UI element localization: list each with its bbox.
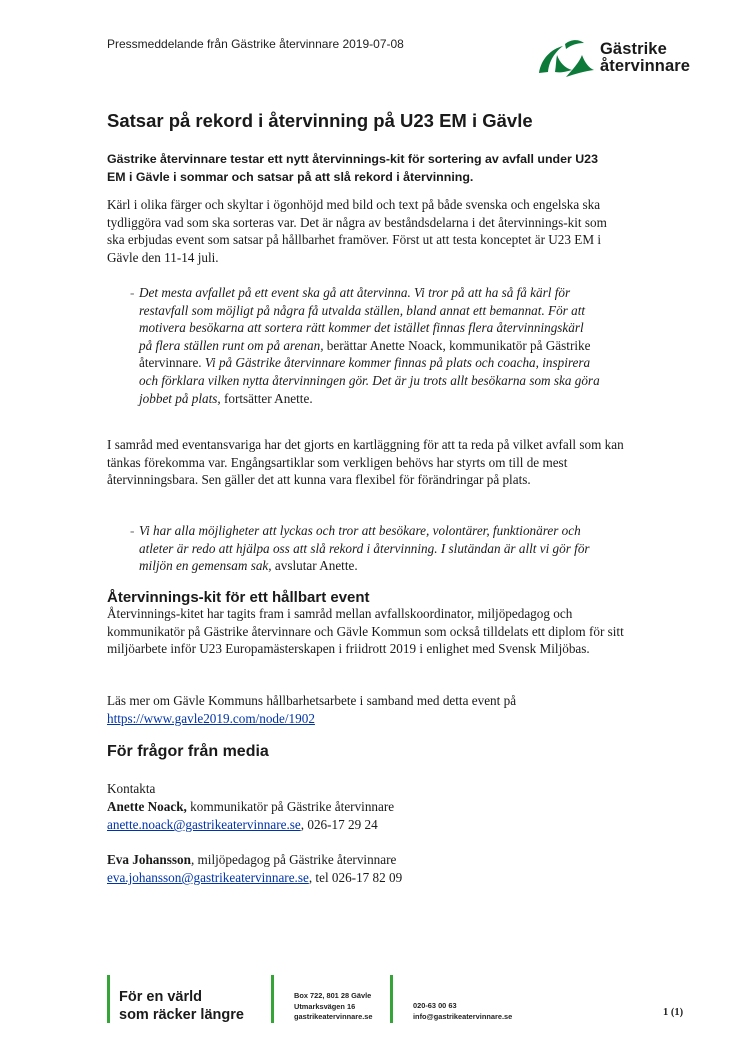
quote-dash: - [130,523,135,538]
quote-block-2 [130,522,600,575]
page-title: Satsar på rekord i återvinning på U23 EM i Gävle [107,110,533,131]
press-release-header: Pressmeddelande från Gästrike återvinnare 2019-07-08 [107,37,404,51]
body-paragraph-1: Kärl i olika färger och skyltar i ögonhöjd med bild och text på både svenska och engelska ska tydliggöra vad som ska sorteras var. Det är några av beståndsdelarna i det återvinnings-kit som ska erbjudas event som satsar på hållbarhet framöver. Först ut att testa konceptet är U23 EM i Gävle den 11-14 juli. [107,197,607,265]
page-footer [0,975,746,1025]
quote-block-1 [130,284,600,407]
quote-dash: - [130,285,135,300]
section-heading-kit: Återvinnings-kit för ett hållbart event [107,589,370,606]
footer-website: gastrikeatervinnare.se [294,1012,373,1021]
quote-attribution: berättar Anette Noack, kommunikatör på Gästrike återvinnare. [139,337,591,371]
footer-contact [413,1001,512,1022]
footer-address-line-1: Box 722, 801 28 Gävle [294,991,372,1000]
read-more-text [107,692,627,727]
media-heading: För frågor från media [107,743,269,760]
contact-1-details [107,816,378,834]
logo-line-1: Gästrike [600,40,667,58]
footer-address-line-2: Utmarksvägen 16 [294,1001,356,1011]
contact-1 [107,798,394,816]
quote-attribution: , fortsätter Anette. [217,390,313,406]
contact-2 [107,851,396,869]
contact-2-name: Eva Johansson [107,852,191,867]
slogan-line-2: som räcker längre [119,1007,244,1023]
footer-divider [107,975,110,1023]
contact-2-role: , miljöpedagog på Gästrike återvinnare [190,852,397,867]
contact-1-email-link[interactable]: anette.noack@gastrikeatervinnare.se [107,817,301,832]
page-number: 1 (1) [663,1007,684,1018]
footer-slogan [119,988,244,1024]
contact-1-phone: , 026-17 29 24 [300,817,378,832]
quote-italic: Vi på Gästrike återvinnare kommer finnas på plats och coacha, inspirera och förklara vilken nytta återvinningen gör. Det är ju trots allt besökarna som ska göra jobbet på plats [139,355,600,406]
footer-phone: 020-63 00 63 [413,1001,457,1010]
footer-email: info@gastrikeatervinnare.se [413,1011,513,1021]
quote-italic: Vi har alla möjligheter att lyckas och tror att besökare, volontärer, funktionärer och atleter är redo att hjälpa oss att slå rekord i återvinning. I slutändan är allt vi gör för miljön en gemensam sak, [139,523,590,574]
footer-address [294,991,372,1023]
footer-divider [390,975,393,1023]
quote-attribution: avslutar Anette. [271,558,358,574]
contact-2-email-link[interactable]: eva.johansson@gastrikeatervinnare.se [107,870,309,885]
footer-divider [271,975,274,1023]
body-paragraph-2: I samråd med eventansvariga har det gjorts en kartläggning för att ta reda på vilket avfall som kan tänkas förekomma var. Engångsartiklar som verkligen behövs har styrts om till de mest återvinningsbara. Sen gäller det att kunna vara flexibel för förändringar på plats. [107,437,624,488]
ingress-paragraph: Gästrike återvinnare testar ett nytt återvinnings-kit för sortering av avfall under U23 EM i Gävle i sommar och satsar på att slå rekord i återvinning. [107,152,598,184]
contact-1-role: kommunikatör på Gästrike återvinnare [186,799,395,814]
slogan-line-1: För en värld [119,989,202,1005]
quote-text-2 [130,522,600,575]
logo-mark-icon [535,37,597,79]
contact-2-phone: , tel 026-17 82 09 [308,870,403,885]
event-link[interactable]: https://www.gavle2019.com/node/1902 [107,710,315,726]
contact-1-name: Anette Noack, [107,799,187,814]
contact-2-details [107,869,402,887]
quote-italic: Det mesta avfallet på ett event ska gå att återvinna. Vi tror på att ha så få kärl för restavfall som möjligt på några få utvalda ställen, bland annat ett bemannat. För att motivera besökarna att sortera rätt kommer det istället finnas flera återvinningskärl på flera ställen runt om på arenan, [139,285,586,353]
logo-line-2: återvinnare [600,57,691,75]
logo-wordmark [600,41,690,75]
company-logo [535,37,705,79]
contact-label: Kontakta [107,781,156,796]
section-kit-paragraph: Återvinnings-kitet har tagits fram i samråd mellan avfallskoordinator, miljöpedagog och kommunikatör på Gästrike återvinnare och Gävle Kommun som också tilldelats ett diplom för sitt miljöarbete inför U23 Europamästerskapen i friidrott 2019 i enlighet med Svensk Miljöbas. [107,606,624,657]
read-more-label: Läs mer om Gävle Kommuns hållbarhetsarbete i samband med detta event på [107,693,517,708]
quote-text-1 [130,284,600,407]
